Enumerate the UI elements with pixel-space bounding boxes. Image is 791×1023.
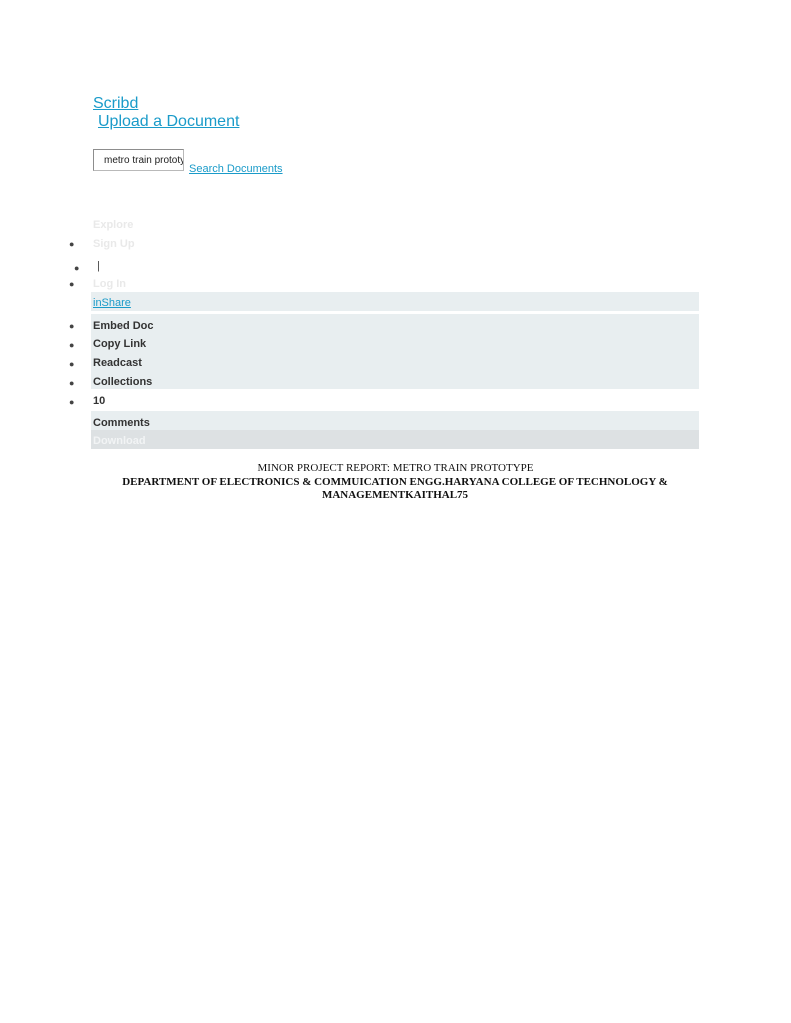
nav-separator: | (97, 260, 100, 272)
download-button[interactable]: Download (93, 435, 146, 447)
search-input[interactable] (93, 149, 184, 171)
collections-button[interactable]: Collections (93, 376, 153, 388)
document-subtitle: DEPARTMENT OF ELECTRONICS & COMMUICATION ENGG.HARYANA COLLEGE OF TECHNOLOGY & MANAGEMENTKAITHAL75 (122, 476, 668, 501)
action-toolbar (91, 314, 699, 389)
inshare-link[interactable]: inShare (93, 297, 131, 309)
bullet-icon: ● (69, 359, 75, 369)
copy-link-button[interactable]: Copy Link (93, 338, 147, 350)
bullet-icon: ● (69, 321, 75, 331)
scribd-logo-link[interactable]: Scribd (93, 95, 139, 112)
nav-explore[interactable]: Explore (93, 219, 134, 231)
document-title: MINOR PROJECT REPORT: METRO TRAIN PROTOTYPE (257, 462, 534, 474)
search-documents-button[interactable]: Search Documents (189, 163, 283, 175)
download-bar (91, 430, 699, 449)
comments-bar (91, 411, 699, 430)
share-bar (91, 292, 699, 311)
collections-count: 10 (93, 395, 106, 407)
readcast-button[interactable]: Readcast (93, 357, 142, 369)
bullet-icon: ● (69, 378, 75, 388)
bullet-icon: ● (69, 239, 75, 249)
nav-signup[interactable]: Sign Up (93, 238, 135, 250)
nav-login[interactable]: Log In (93, 278, 126, 290)
upload-document-link[interactable]: Upload a Document (98, 113, 240, 130)
bullet-icon: ● (74, 263, 80, 273)
embed-doc-button[interactable]: Embed Doc (93, 320, 154, 332)
bullet-icon: ● (69, 279, 75, 289)
bullet-icon: ● (69, 397, 75, 407)
comments-button[interactable]: Comments (93, 417, 150, 429)
bullet-icon: ● (69, 340, 75, 350)
